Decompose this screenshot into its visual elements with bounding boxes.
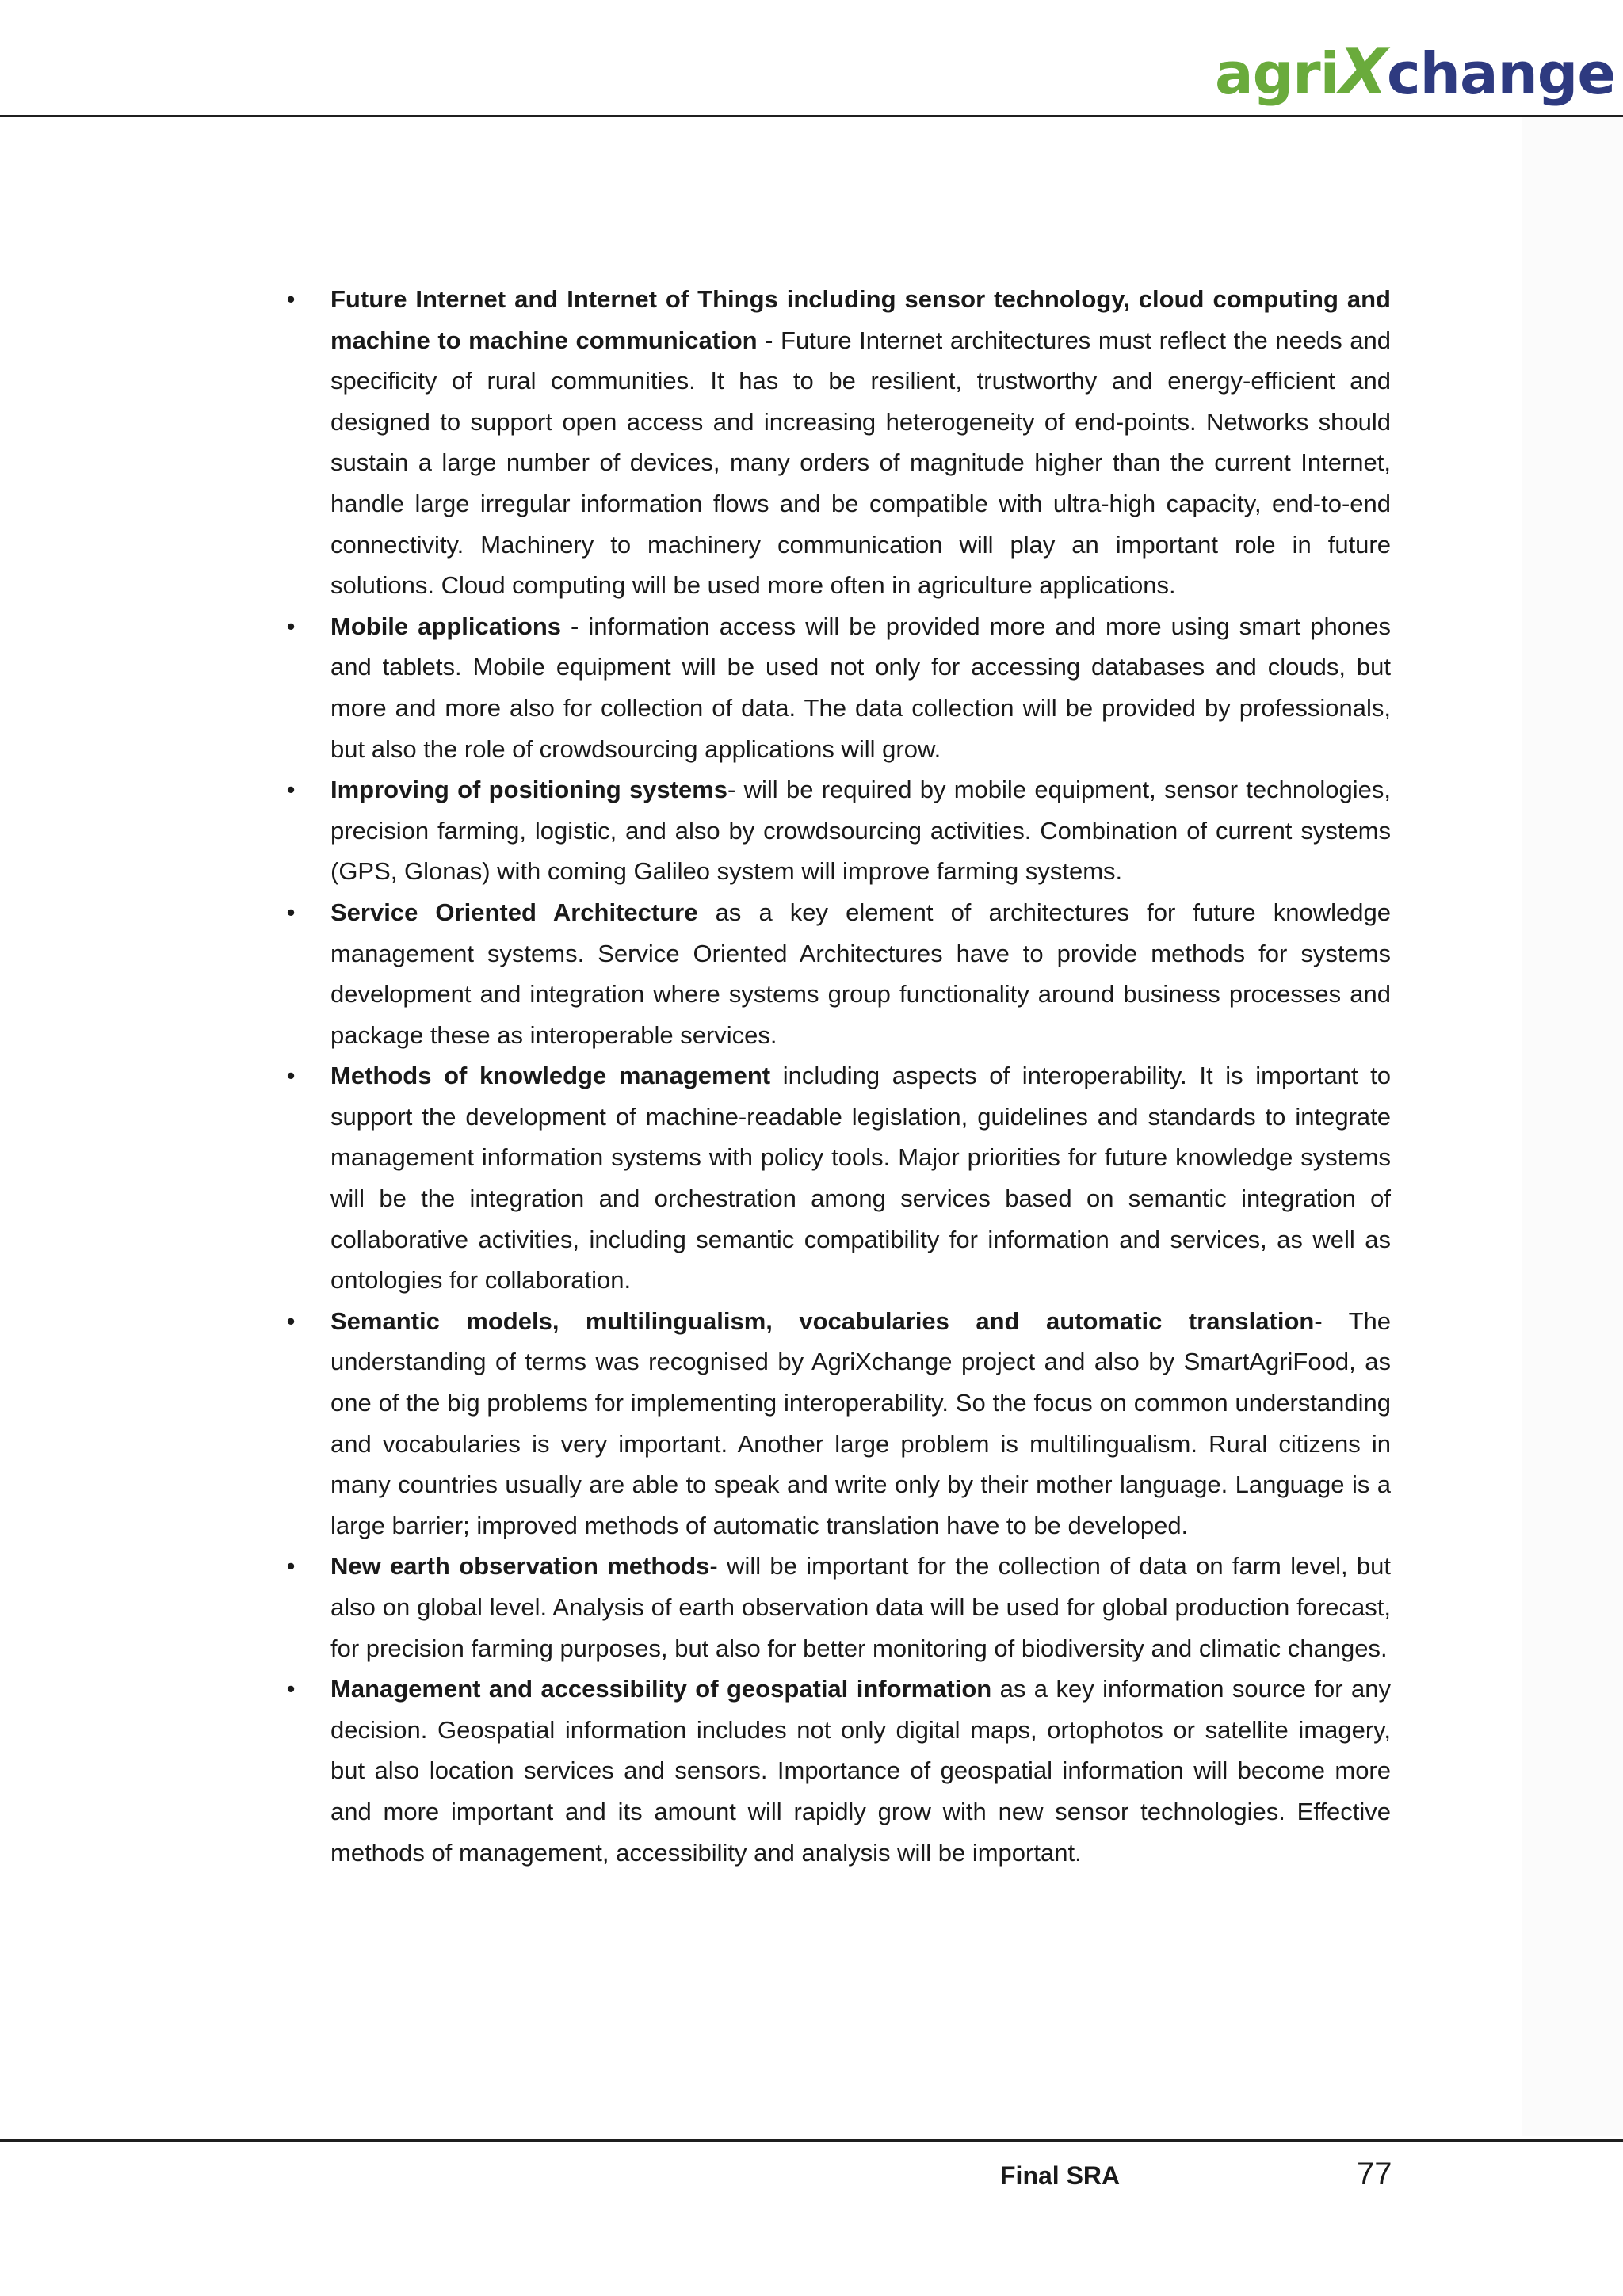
- list-item: [281, 892, 1391, 1055]
- list-item: [281, 1546, 1391, 1669]
- footer-rule: [0, 2139, 1623, 2142]
- bullet-icon: •: [286, 1306, 296, 1335]
- bullet-list: [281, 279, 1391, 1873]
- item-heading: Improving of positioning systems: [330, 776, 728, 804]
- item-heading: Semantic models, multilingualism, vocabularies and automatic translation: [330, 1306, 1315, 1335]
- agrixchange-logo: [1215, 36, 1615, 108]
- item-text: - will be important for the collection of data on farm level, but also on global level. Analysis of earth observation data will be used for global production forecast, for precision farming purposes, but also for better monitoring of biodiversity and climatic changes.: [330, 1552, 1391, 1662]
- page-margin-left: [0, 117, 281, 2136]
- bullet-icon: •: [286, 612, 296, 640]
- bullet-icon: •: [286, 1675, 296, 1703]
- list-item: [281, 606, 1391, 769]
- page-number: 77: [1357, 2157, 1392, 2191]
- list-item: [281, 1301, 1391, 1547]
- logo-part-agri: agri: [1215, 40, 1339, 107]
- item-heading: Service Oriented Architecture: [330, 898, 698, 926]
- item-heading: Management and accessibility of geospatial information: [330, 1675, 992, 1703]
- item-heading: Methods of knowledge management: [330, 1062, 771, 1090]
- item-text: - will be required by mobile equipment, sensor technologies, precision farming, logistic, and also by crowdsourcing activities. Combination of current systems (GPS, Glonas) with coming Galileo system will improve farming systems.: [330, 776, 1391, 886]
- item-text: - Future Internet architectures must reflect the needs and specificity of rural communities. It has to be resilient, trustworthy and energy-efficient and designed to support open access and increasing heterogeneity of end-points. Networks should sustain a large number of devices, many orders of magnitude higher than the current Internet, handle large irregular information flows and be compatible with ultra-high capacity, end-to-end connectivity. Machinery to machinery communication will play an important role in future solutions. Cloud computing will be used more often in agriculture applications.: [330, 326, 1391, 600]
- logo-part-x: X: [1338, 35, 1387, 109]
- logo-part-change: change: [1387, 40, 1616, 107]
- footer-document-label: Final SRA: [1000, 2161, 1121, 2190]
- item-heading: Future Internet and Internet of Things including sensor technology, cloud computing and machine to machine communication: [330, 285, 1391, 354]
- bullet-icon: •: [286, 1552, 296, 1581]
- item-heading: New earth observation methods: [330, 1552, 710, 1581]
- header-rule: [0, 115, 1623, 117]
- bullet-icon: •: [286, 898, 296, 926]
- item-text: - The understanding of terms was recognised by AgriXchange project and also by SmartAgriFood, as one of the big problems for implementing interoperability. So the focus on common understanding and vocabularies is very important. Another large problem is multilingualism. Rural citizens in many countries usually are able to speak and write only by their mother language. Language is a large barrier; improved methods of automatic translation have to be developed.: [330, 1306, 1391, 1539]
- item-text: including aspects of interoperability. It is important to support the development of machine-readable legislation, guidelines and standards to integrate management information systems with policy tools. Major priorities for future knowledge systems will be the integration and orchestration among services based on semantic integration of collaborative activities, including semantic compatibility for information and services, as well as ontologies for collaboration.: [330, 1062, 1392, 1295]
- item-text: - information access will be provided more and more using smart phones and tablets. Mobile equipment will be used not only for accessing databases and clouds, but more and more also for collection of data. The data collection will be provided by professionals, but also the role of crowdsourcing applications will grow.: [330, 612, 1391, 763]
- item-heading: Mobile applications: [330, 612, 562, 640]
- item-text: as a key element of architectures for future knowledge management systems. Service Oriented Architectures have to provide methods for systems development and integration where systems group functionality around business processes and package these as interoperable services.: [330, 898, 1392, 1049]
- list-item: [281, 769, 1391, 892]
- bullet-icon: •: [286, 1062, 296, 1090]
- list-item: [281, 1669, 1391, 1873]
- item-text: as a key information source for any decision. Geospatial information includes not only digital maps, ortophotos or satellite imagery, but also location services and sensors. Importance of geospatial information will become more and more important and its amount will rapidly grow with new sensor technologies. Effective methods of management, accessibility and analysis will be important.: [330, 1675, 1391, 1867]
- page-body: [281, 279, 1391, 1873]
- bullet-icon: •: [286, 285, 296, 313]
- page-margin-right: [1522, 117, 1623, 2136]
- list-item: [281, 279, 1391, 606]
- list-item: [281, 1055, 1391, 1301]
- bullet-icon: •: [286, 776, 296, 804]
